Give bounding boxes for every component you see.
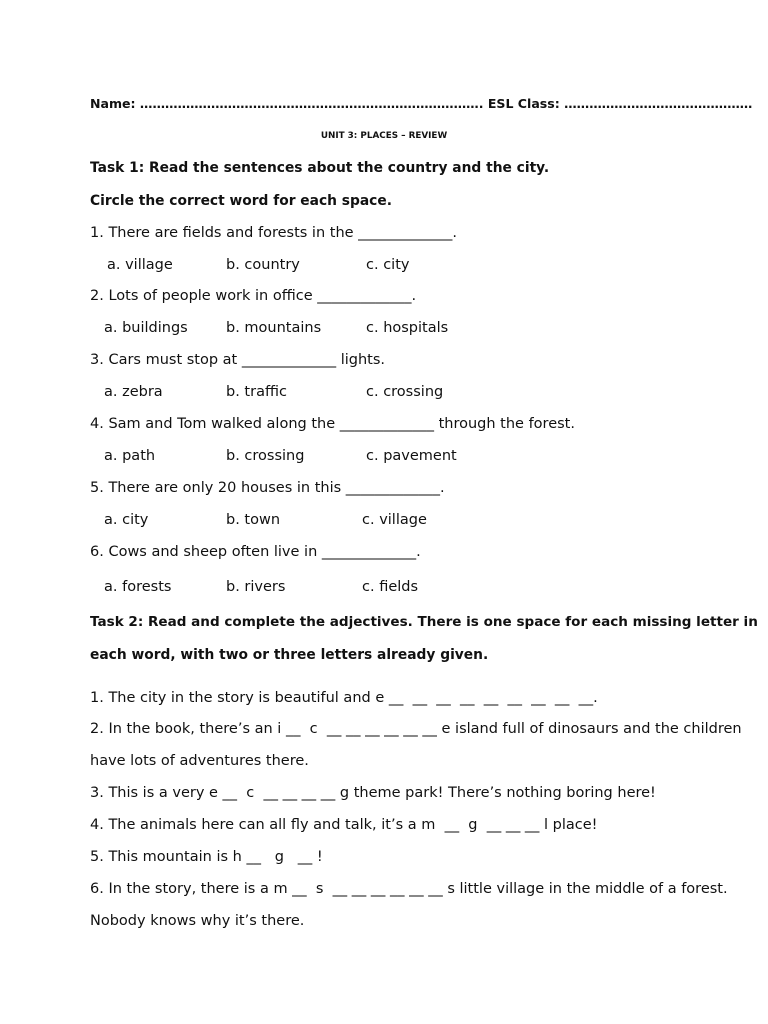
option-5c: c. village (362, 512, 427, 528)
page-title: UNIT 3: PLACES – REVIEW (320, 131, 448, 141)
option-2c: c. hospitals (366, 320, 449, 336)
task2-item-2-cont: have lots of adventures there. (90, 753, 309, 769)
option-3a: a. zebra (104, 384, 163, 400)
option-1a: a. village (107, 257, 173, 273)
option-1b: b. country (226, 257, 300, 273)
option-5a: a. city (104, 512, 149, 528)
task2-item-6: 6. In the story, there is a m __ s __ __ __ __ __ __ s little village in the middle of a forest. (90, 881, 728, 897)
option-4a: a. path (104, 448, 156, 464)
question-2: 2. Lots of people work in office _____________. (90, 288, 417, 304)
option-2b: b. mountains (226, 320, 322, 336)
question-1: 1. There are fields and forests in the _____________. (90, 225, 458, 241)
option-1c: c. city (366, 257, 410, 273)
option-2a: a. buildings (104, 320, 188, 336)
option-3b: b. traffic (226, 384, 287, 400)
option-6a: a. forests (104, 579, 172, 595)
task2-item-3: 3. This is a very e __ c __ __ __ __ g theme park! There’s nothing boring here! (90, 785, 656, 801)
option-4c: c. pavement (366, 448, 457, 464)
task2-item-2: 2. In the book, there’s an i __ c __ __ __ __ __ __ e island full of dinosaurs and the children (90, 721, 742, 737)
question-4: 4. Sam and Tom walked along the _____________ through the forest. (90, 416, 575, 432)
task2-instruction: Task 2: Read and complete the adjectives. There is one space for each missing letter in (90, 614, 758, 630)
option-6c: c. fields (362, 579, 419, 595)
task2-item-4: 4. The animals here can all fly and talk, it’s a m __ g __ __ __ l place! (90, 817, 598, 833)
question-3: 3. Cars must stop at _____________ lights. (90, 352, 386, 368)
task2-item-1: 1. The city in the story is beautiful and e __ __ __ __ __ __ __ __ __. (90, 690, 598, 706)
task1-instruction: Task 1: Read the sentences about the country and the city. (90, 160, 550, 176)
name-class-line: Name: ………………………………………………………………………. ESL Class: ……………………………………… (90, 96, 753, 111)
task2-item-6-cont: Nobody knows why it’s there. (90, 913, 305, 929)
option-3c: c. crossing (366, 384, 444, 400)
option-6b: b. rivers (226, 579, 286, 595)
option-5b: b. town (226, 512, 281, 528)
task2-item-5: 5. This mountain is h __ g __ ! (90, 849, 323, 865)
task2-instruction-2: each word, with two or three letters already given. (90, 647, 489, 663)
question-5: 5. There are only 20 houses in this _____________. (90, 480, 445, 496)
task1-instruction-2: Circle the correct word for each space. (90, 193, 392, 209)
question-6: 6. Cows and sheep often live in _____________. (90, 544, 421, 560)
option-4b: b. crossing (226, 448, 305, 464)
